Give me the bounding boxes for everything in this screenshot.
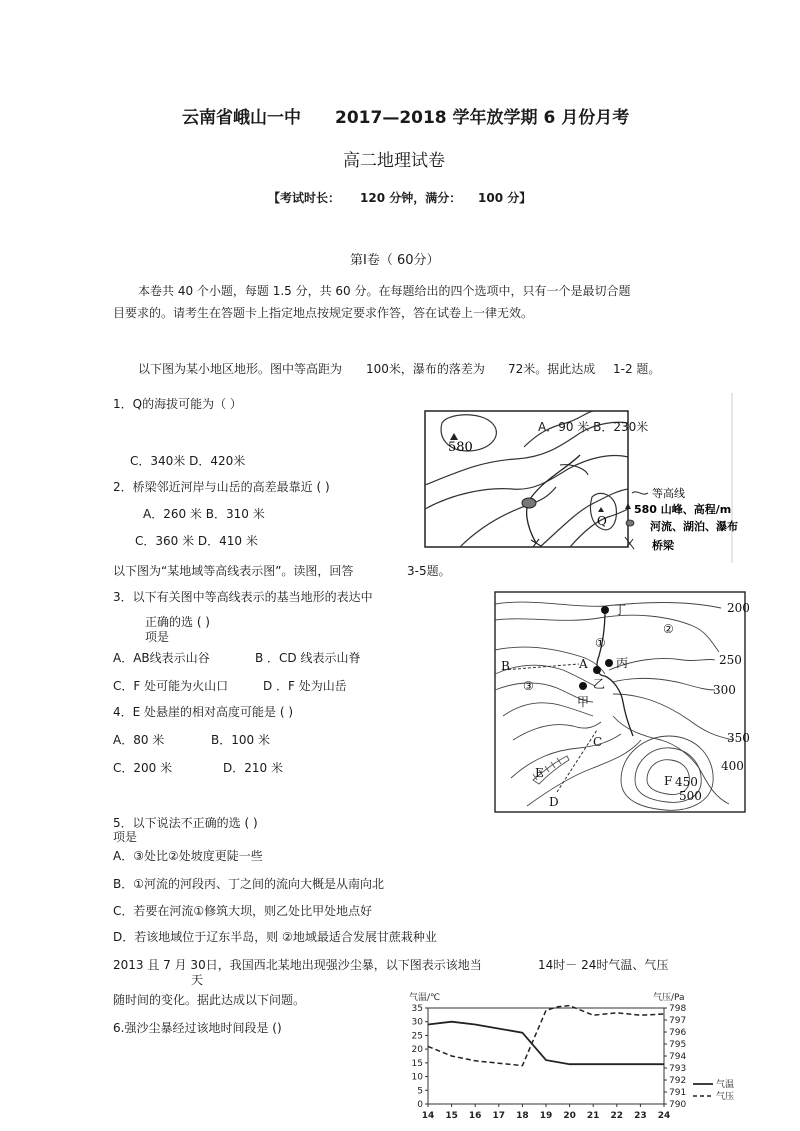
right-tick-label: 790 [669, 1100, 687, 1110]
temperature-pressure-chart [395, 986, 747, 1126]
question-2: 2．桥梁邻近河岸与山岳的高差最靠近 ( ) [113, 480, 330, 494]
question-4-option-b: B．100 米 [211, 733, 270, 747]
exam-title: 2017—2018 学年放学期 6 月份月考 [335, 108, 630, 128]
left-tick-label: 5 [417, 1086, 423, 1097]
left-axis-label: 气温/℃ [409, 993, 441, 1003]
x-tick-label: 23 [634, 1111, 647, 1121]
question-5-line-1: 5．以下说法不正确的选 ( ) [113, 816, 258, 830]
map-legend [625, 486, 738, 552]
pressure-series-line [428, 1006, 664, 1066]
legend-bridge: 桥梁 [652, 539, 674, 552]
contour-legend-icon [632, 492, 648, 494]
x-tick-label: 21 [586, 1111, 600, 1121]
group2-intro-a: 以下图为“某地域等高线表示图”。读图，回答 [113, 564, 354, 578]
right-tick-label: 792 [669, 1076, 687, 1086]
legend-label: 气压 [716, 1092, 735, 1102]
legend-label: 气温 [716, 1080, 735, 1090]
question-5-option-c: C．若要在河流①修筑大坝，则乙处比甲处地点好 [113, 904, 373, 918]
group1-intro-b: 100米，瀑布的落差为 [366, 362, 485, 376]
question-3-option-c: C．F 处可能为火山口 [113, 679, 229, 693]
label-f: F [664, 774, 673, 788]
contour-label-350: 350 [727, 731, 750, 745]
label-b: B [501, 659, 510, 673]
question-3-line-1: 3．以下有关图中等高线表示的基当地形的表达中 [113, 590, 373, 604]
group3-intro-day: 天 [191, 973, 204, 987]
contour-map-2 [493, 590, 755, 816]
group3-intro-a: 2013 且 7 月 30日，我国西北某地出现强沙尘暴，以下图表示该地当 [113, 958, 482, 972]
label-bing: 丙 [616, 656, 629, 670]
peak-elevation-label: 580 [448, 440, 473, 455]
question-1-options-ab: A．90 米 B．230米 [538, 420, 649, 434]
x-tick-label: 17 [492, 1111, 506, 1121]
school-name: 云南省峨山一中 [182, 108, 301, 128]
contour-label-450: 450 [675, 775, 698, 789]
question-5-option-d: D．若该地域位于辽东半岛，则 ②地域最适合发展甘蔗栽种业 [113, 930, 437, 944]
peak-legend-icon [625, 503, 631, 509]
lake-legend-icon [626, 520, 634, 526]
group1-intro-a: 以下图为某小地区地形。图中等高距为 [138, 362, 343, 376]
right-axis-label: 气压/Pa [653, 993, 685, 1003]
contour-label-200: 200 [727, 601, 750, 615]
question-5-option-b: B．①河流的河段丙、丁之间的流向大概是从南向北 [113, 877, 384, 891]
group2-intro-b: 3-5题。 [407, 564, 451, 578]
question-4-option-d: D．210 米 [223, 761, 283, 775]
instructions-line-2: 目要求的。请考生在答题卡上指定地点按规定要求作答，答在试卷上一律无效。 [113, 306, 534, 320]
question-5-option-a: A．③处比②处坡度更陡一些 [113, 849, 263, 863]
label-c: C [593, 735, 603, 749]
point-bing-marker [605, 659, 613, 667]
question-4-option-a: A．80 米 [113, 733, 165, 747]
question-6: 6.强沙尘暴经过该地时间段是 () [113, 1021, 282, 1035]
exam-score: 100 分】 [478, 191, 532, 205]
right-tick-label: 798 [669, 1004, 687, 1014]
group1-intro-d: 1-2 题。 [613, 362, 661, 376]
contour-label-250: 250 [719, 653, 742, 667]
right-tick-label: 794 [669, 1052, 687, 1062]
legend-contour: 等高线 [652, 487, 685, 500]
question-3-option-b: B ．CD 线表示山脊 [255, 651, 361, 665]
right-tick-label: 793 [669, 1064, 687, 1074]
question-3-line-3: 项是 [145, 630, 170, 644]
legend-peak: 580 山峰、高程/m [634, 503, 732, 516]
question-3-line-2: 正确的选 ( ) [145, 615, 210, 629]
x-tick-label: 18 [516, 1111, 529, 1121]
point-jia-marker [579, 682, 587, 690]
left-tick-label: 30 [411, 1017, 423, 1028]
left-tick-label: 0 [417, 1100, 423, 1110]
x-tick-label: 20 [563, 1111, 576, 1121]
question-1-options-cd: C．340米 D．420米 [130, 454, 246, 468]
question-2-options-ab: A．260 米 B．310 米 [143, 507, 265, 521]
label-area-3: ③ [523, 679, 534, 693]
right-tick-label: 796 [669, 1028, 687, 1038]
x-tick-label: 15 [445, 1111, 458, 1121]
x-tick-label: 22 [610, 1111, 624, 1121]
label-yi: 乙 [593, 677, 606, 691]
left-tick-label: 25 [411, 1031, 423, 1042]
instructions-line-1: 本卷共 40 个小题，每题 1.5 分，共 60 分。在每题给出的四个选项中，只有一个是最切合题 [138, 284, 631, 298]
temperature-series-line [428, 1022, 664, 1064]
label-a: A [579, 657, 588, 671]
x-tick-label: 19 [539, 1111, 553, 1121]
section-title: 第Ⅰ卷（ 60分） [350, 253, 440, 268]
x-tick-label: 14 [421, 1111, 435, 1121]
peak-icon [450, 433, 458, 440]
label-d: D [549, 795, 559, 809]
label-area-1: ① [595, 636, 606, 650]
question-5-line-2: 项是 [113, 830, 138, 844]
contour-label-300: 300 [713, 683, 736, 697]
label-jia: 甲 [577, 695, 590, 709]
left-tick-label: 10 [411, 1072, 423, 1083]
right-tick-label: 797 [669, 1016, 687, 1026]
left-tick-label: 35 [411, 1004, 423, 1014]
question-3-option-a: A．AB线表示山谷 [113, 651, 210, 665]
exam-time: 120 分钟，满分： [360, 191, 462, 205]
contour-label-500: 500 [679, 789, 702, 803]
x-tick-label: 24 [657, 1111, 671, 1121]
point-yi-marker [593, 666, 601, 674]
point-ding-marker [601, 606, 609, 614]
x-tick-label: 16 [468, 1111, 482, 1121]
group3-intro-b: 14时－ 24时气温、气压 [538, 958, 669, 972]
group1-intro-c: 72米。据此达成 [508, 362, 596, 376]
page-title: 高二地理试卷 [343, 151, 445, 171]
question-1: 1．Q的海拔可能为（ ） [113, 397, 242, 411]
question-2-options-cd: C．360 米 D．410 米 [135, 534, 258, 548]
right-tick-label: 795 [669, 1040, 687, 1050]
question-4-option-c: C．200 米 [113, 761, 173, 775]
contour-label-400: 400 [721, 759, 744, 773]
left-tick-label: 15 [411, 1058, 423, 1069]
exam-meta-open: 【考试时长： [268, 191, 341, 205]
question-4: 4．E 处悬崖的相对高度可能是 ( ) [113, 705, 294, 719]
point-q-label: Q [597, 514, 607, 528]
label-e: E [535, 766, 544, 780]
legend-water: 河流、湖泊、瀑布 [650, 520, 738, 533]
left-tick-label: 20 [411, 1045, 423, 1056]
right-tick-label: 791 [669, 1088, 687, 1098]
group3-intro-c: 随时间的变化。据此达成以下问题。 [113, 993, 306, 1007]
label-area-2: ② [663, 622, 674, 636]
question-3-option-d: D ．F 处为山岳 [263, 679, 347, 693]
label-ding: 丁 [614, 603, 627, 617]
